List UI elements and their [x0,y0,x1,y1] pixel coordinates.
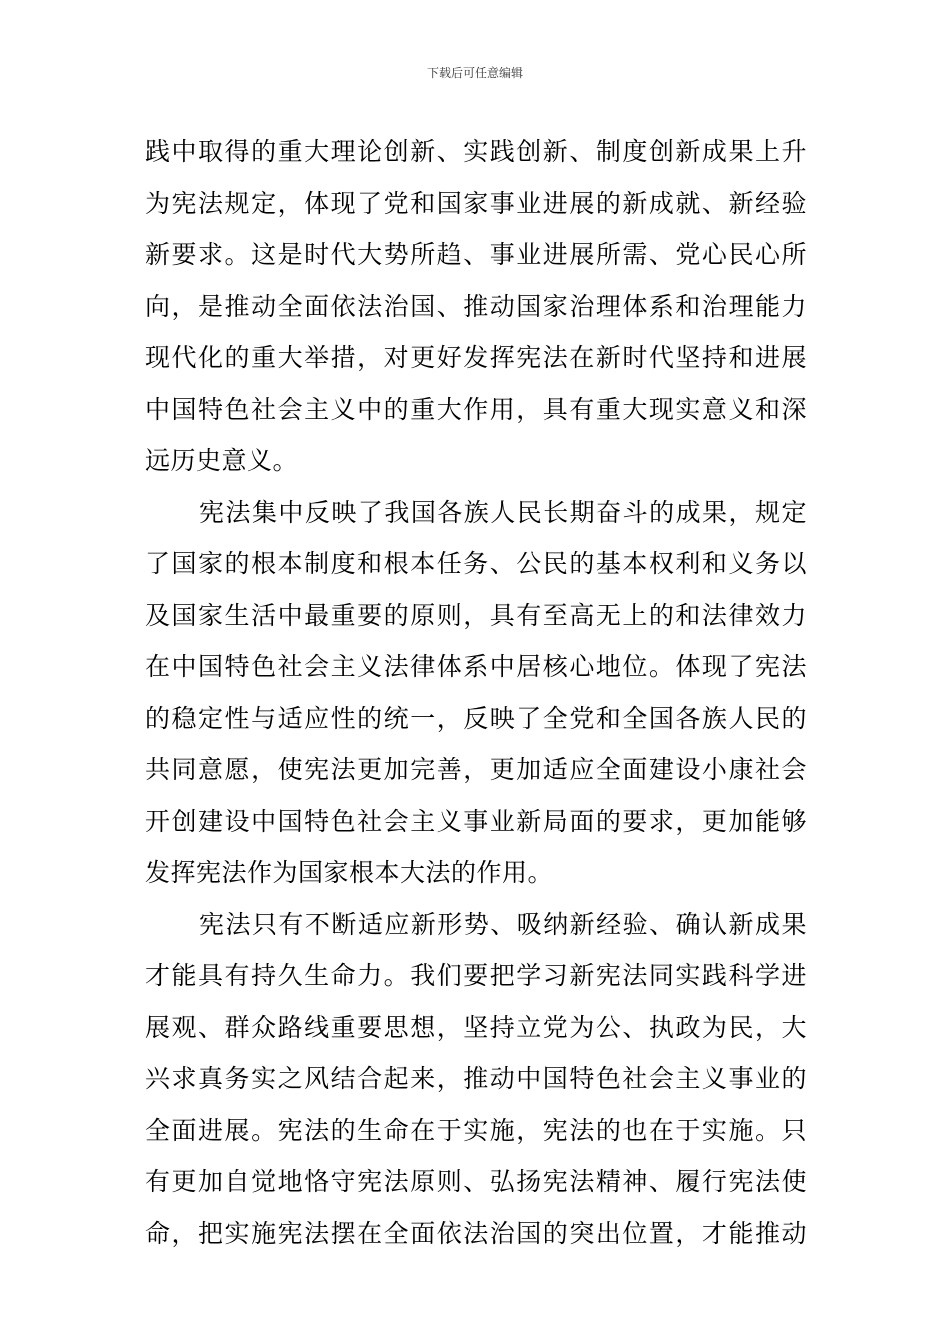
text-line: 中国特色社会主义中的重大作用，具有重大现实意义和深 [145,394,807,424]
text-line: 向，是推动全面依法治国、推动国家治理体系和治理能力 [145,291,807,321]
text-line: 展观、群众路线重要思想，坚持立党为公、执政为民，大 [145,1012,807,1042]
text-line: 有更加自觉地恪守宪法原则、弘扬宪法精神、履行宪法使 [145,1167,807,1196]
page-header: 下载后可任意编辑 [426,66,523,80]
text-line: 了国家的根本制度和根本任务、公民的基本权利和义务以 [145,549,807,578]
text-line: 发挥宪法作为国家根本大法的作用。 [145,858,554,887]
paragraph-3 [145,899,807,1260]
text-line: 宪法集中反映了我国各族人民长期奋斗的成果，规定 [199,497,807,527]
text-line: 共同意愿，使宪法更加完善，更加适应全面建设小康社会 [145,755,807,784]
text-line: 宪法只有不断适应新形势、吸纳新经验、确认新成果 [199,909,807,939]
text-line: 及国家生活中最重要的原则，具有至高无上的和法律效力 [145,600,807,630]
paragraph-1 [145,126,807,487]
text-line: 现代化的重大举措，对更好发挥宪法在新时代坚持和进展 [145,343,807,372]
text-line: 为宪法规定，体现了党和国家事业进展的新成就、新经验 [145,188,807,218]
text-line: 新要求。这是时代大势所趋、事业进展所需、党心民心所 [145,240,807,269]
text-line: 命，把实施宪法摆在全面依法治国的突出位置，才能推动 [145,1218,807,1248]
text-line: 践中取得的重大理论创新、实践创新、制度创新成果上升 [145,137,807,166]
text-line: 兴求真务实之风结合起来，推动中国特色社会主义事业的 [145,1064,807,1093]
text-line: 才能具有持久生命力。我们要把学习新宪法同实践科学进 [145,961,807,990]
document-body [145,126,807,1259]
text-line: 开创建设中国特色社会主义事业新局面的要求，更加能够 [145,806,807,836]
text-line: 的稳定性与适应性的统一，反映了全党和全国各族人民的 [145,703,807,733]
text-line: 全面进展。宪法的生命在于实施，宪法的也在于实施。只 [145,1115,807,1145]
text-line: 远历史意义。 [145,446,299,475]
text-line: 在中国特色社会主义法律体系中居核心地位。体现了宪法 [145,652,807,681]
paragraph-2 [145,487,807,899]
